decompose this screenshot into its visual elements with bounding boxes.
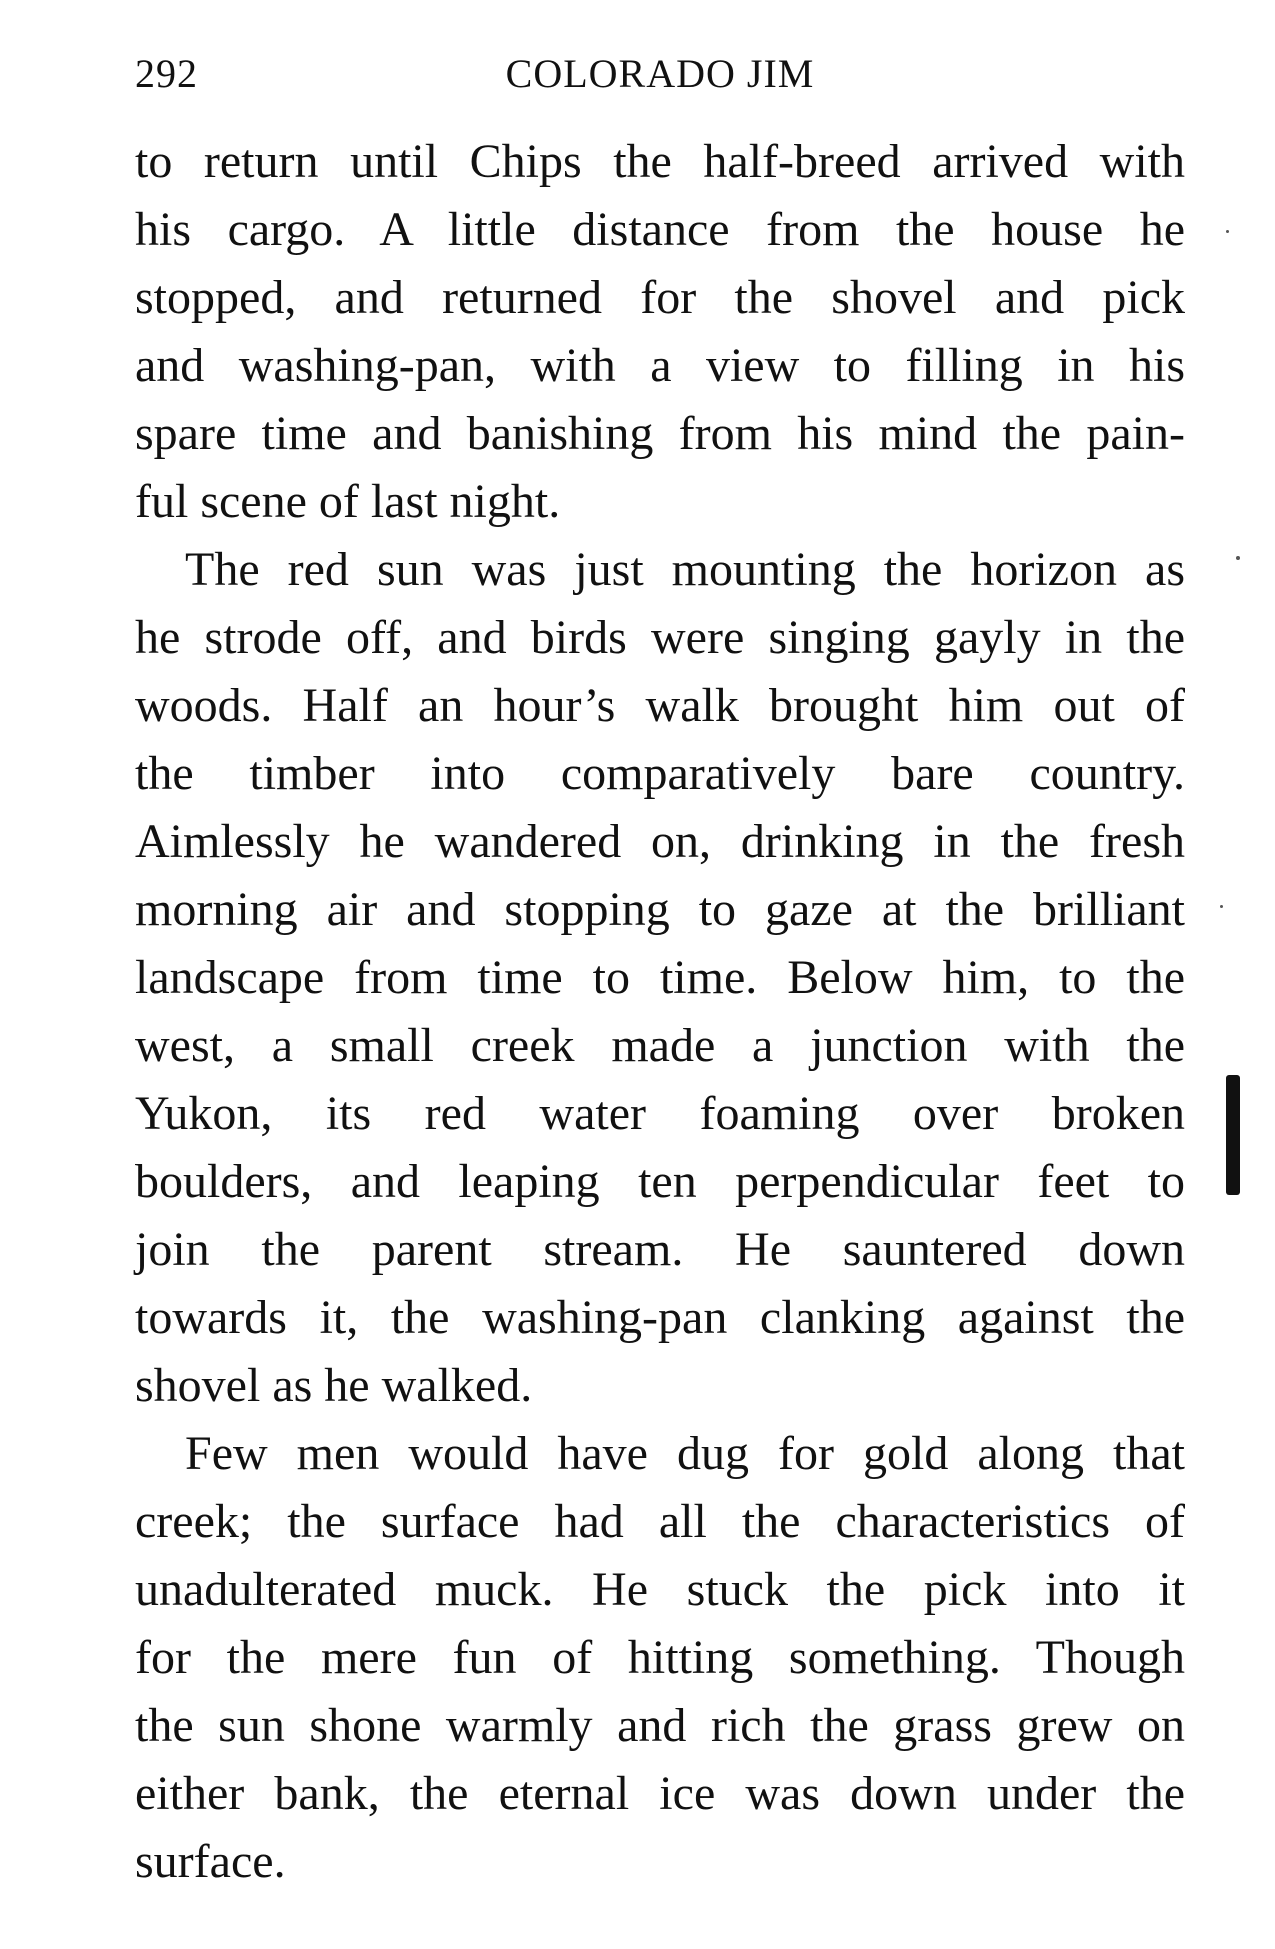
text-line: woods. Half an hour’s walk brought him out of [135, 679, 1185, 732]
text-line: either bank, the eternal ice was down under the [135, 1767, 1185, 1820]
text-line: shovel as he walked. [135, 1359, 533, 1412]
scan-speck [1220, 905, 1223, 908]
scan-speck [1226, 230, 1229, 233]
text-line: the timber into comparatively bare country. [135, 747, 1185, 800]
text-line: stopped, and returned for the shovel and pick [135, 271, 1185, 324]
text-line: join the parent stream. He sauntered down [135, 1223, 1185, 1276]
text-line: for the mere fun of hitting something. Though [135, 1631, 1185, 1684]
text-line: landscape from time to time. Below him, to the [135, 951, 1185, 1004]
text-line: towards it, the washing-pan clanking against the [135, 1291, 1185, 1344]
text-line: morning air and stopping to gaze at the brilliant [135, 883, 1185, 936]
text-line: he strode off, and birds were singing gayly in the [135, 611, 1185, 664]
paragraph [135, 128, 1185, 536]
text-line: the sun shone warmly and rich the grass grew on [135, 1699, 1185, 1752]
paragraph [135, 1420, 1185, 1896]
text-line: his cargo. A little distance from the house he [135, 203, 1185, 256]
paragraph [135, 536, 1185, 1420]
scan-edge-mark [1226, 1075, 1240, 1195]
text-line: Aimlessly he wandered on, drinking in the fresh [135, 815, 1185, 868]
text-line: boulders, and leaping ten perpendicular feet to [135, 1155, 1185, 1208]
running-head [135, 50, 1185, 110]
text-line: The red sun was just mounting the horizon as [185, 543, 1185, 596]
text-line: to return until Chips the half-breed arrived with [135, 135, 1185, 188]
text-line: and washing-pan, with a view to filling in his [135, 339, 1185, 392]
text-line: ful scene of last night. [135, 475, 561, 528]
page-number: 292 [135, 51, 198, 96]
text-line: spare time and banishing from his mind the pain- [135, 407, 1185, 460]
text-line: creek; the surface had all the characteristics of [135, 1495, 1185, 1548]
running-title: COLORADO JIM [505, 51, 815, 96]
text-line: Yukon, its red water foaming over broken [135, 1087, 1185, 1140]
scan-speck [1236, 556, 1240, 560]
body-text [135, 128, 1185, 1896]
text-line: unadulterated muck. He stuck the pick into it [135, 1563, 1185, 1616]
text-line: west, a small creek made a junction with the [135, 1019, 1185, 1072]
text-line: Few men would have dug for gold along that [185, 1427, 1185, 1480]
text-line: surface. [135, 1835, 286, 1888]
